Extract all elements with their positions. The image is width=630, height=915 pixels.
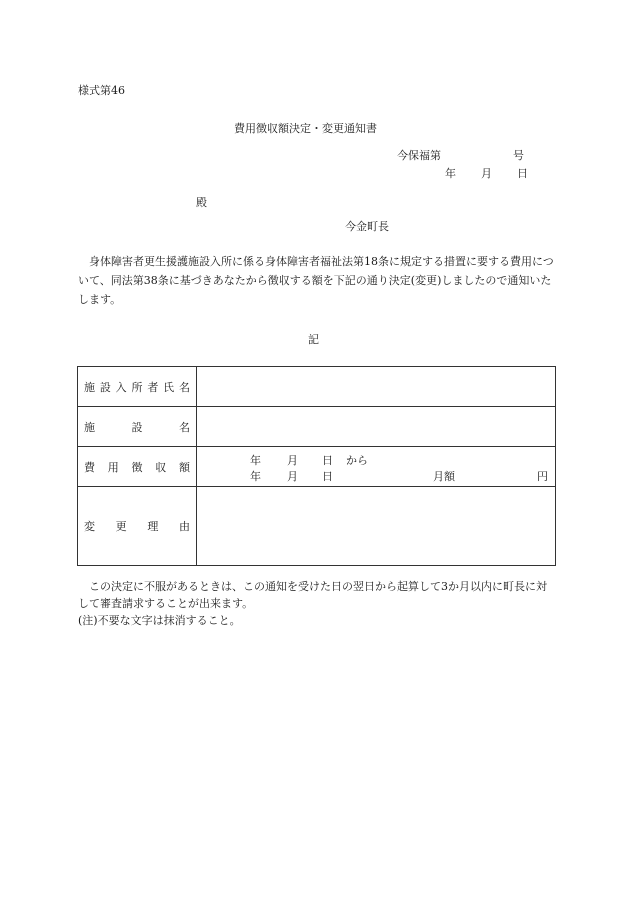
label-char: 徴 <box>131 460 143 474</box>
label-char: 施 <box>84 380 95 394</box>
value-fee-amount[interactable] <box>197 447 556 487</box>
form-number: 様式第46 <box>78 84 125 97</box>
table-row-change-reason <box>78 487 556 566</box>
sender: 今金町長 <box>345 220 389 233</box>
label-char: 設 <box>99 380 111 394</box>
fee-start-day: 日 <box>322 454 333 467</box>
label-fee-amount <box>78 447 197 487</box>
reference-number <box>397 149 524 163</box>
label-char: 変 <box>84 520 95 533</box>
reference-prefix: 今保福第 <box>397 149 441 162</box>
table-row-facility-name <box>78 407 556 447</box>
label-chars <box>84 518 190 534</box>
label-char: 所 <box>131 380 143 394</box>
ki-heading: 記 <box>308 333 319 346</box>
label-resident-name <box>78 367 197 407</box>
label-facility-name <box>78 407 197 447</box>
label-char: 用 <box>107 460 119 474</box>
fee-amount-fields <box>197 447 555 486</box>
reference-suffix: 号 <box>513 149 524 162</box>
value-change-reason[interactable] <box>197 487 556 566</box>
footnote: (注)不要な文字は抹消すること。 <box>78 614 241 627</box>
date-year: 年 <box>445 167 456 180</box>
label-char: 名 <box>179 420 190 434</box>
fee-start-year: 年 <box>250 454 261 467</box>
label-char: 施 <box>84 420 95 434</box>
fee-from: から <box>346 454 368 467</box>
label-char: 更 <box>115 520 127 533</box>
fee-end-day: 日 <box>322 470 333 483</box>
label-char: 収 <box>155 460 167 474</box>
objection-notice: この決定に不服があるときは、この通知を受けた日の翌日から起算して3か月以内に町長に対して審査請求することが出来ます。 <box>78 580 547 610</box>
fee-yen-unit: 円 <box>537 470 548 483</box>
label-chars <box>84 459 190 475</box>
label-char: 由 <box>178 520 190 533</box>
table-row-fee-amount <box>78 447 556 487</box>
value-resident-name[interactable] <box>197 367 556 407</box>
label-char: 理 <box>147 520 159 533</box>
table-row-resident-name <box>78 367 556 407</box>
notes <box>78 578 556 629</box>
document-title: 費用徴収額決定・変更通知書 <box>234 122 377 135</box>
date-day: 日 <box>517 167 528 180</box>
fee-monthly-label: 月額 <box>433 470 455 483</box>
label-char: 額 <box>179 460 190 474</box>
label-char: 入 <box>115 380 127 394</box>
fee-details-table <box>77 366 556 566</box>
label-chars <box>84 419 190 435</box>
label-chars <box>84 379 190 395</box>
label-char: 名 <box>178 380 190 394</box>
label-char: 費 <box>84 460 95 474</box>
notice-body <box>78 252 556 309</box>
value-facility-name[interactable] <box>197 407 556 447</box>
fee-end-month: 月 <box>287 470 298 483</box>
label-char: 者 <box>147 380 159 394</box>
addressee: 殿 <box>196 196 207 209</box>
date-month: 月 <box>481 167 492 180</box>
fee-end-year: 年 <box>250 470 261 483</box>
label-char: 氏 <box>163 380 175 394</box>
fee-start-month: 月 <box>287 454 298 467</box>
notice-body-text: 身体障害者更生援護施設入所に係る身体障害者福祉法第18条に規定する措置に要する費用について、同法第38条に基づきあなたから徴収する額を下記の通り決定(変更)しましたので通知いたします。 <box>78 255 554 306</box>
label-change-reason <box>78 487 197 566</box>
label-char: 設 <box>131 420 143 434</box>
